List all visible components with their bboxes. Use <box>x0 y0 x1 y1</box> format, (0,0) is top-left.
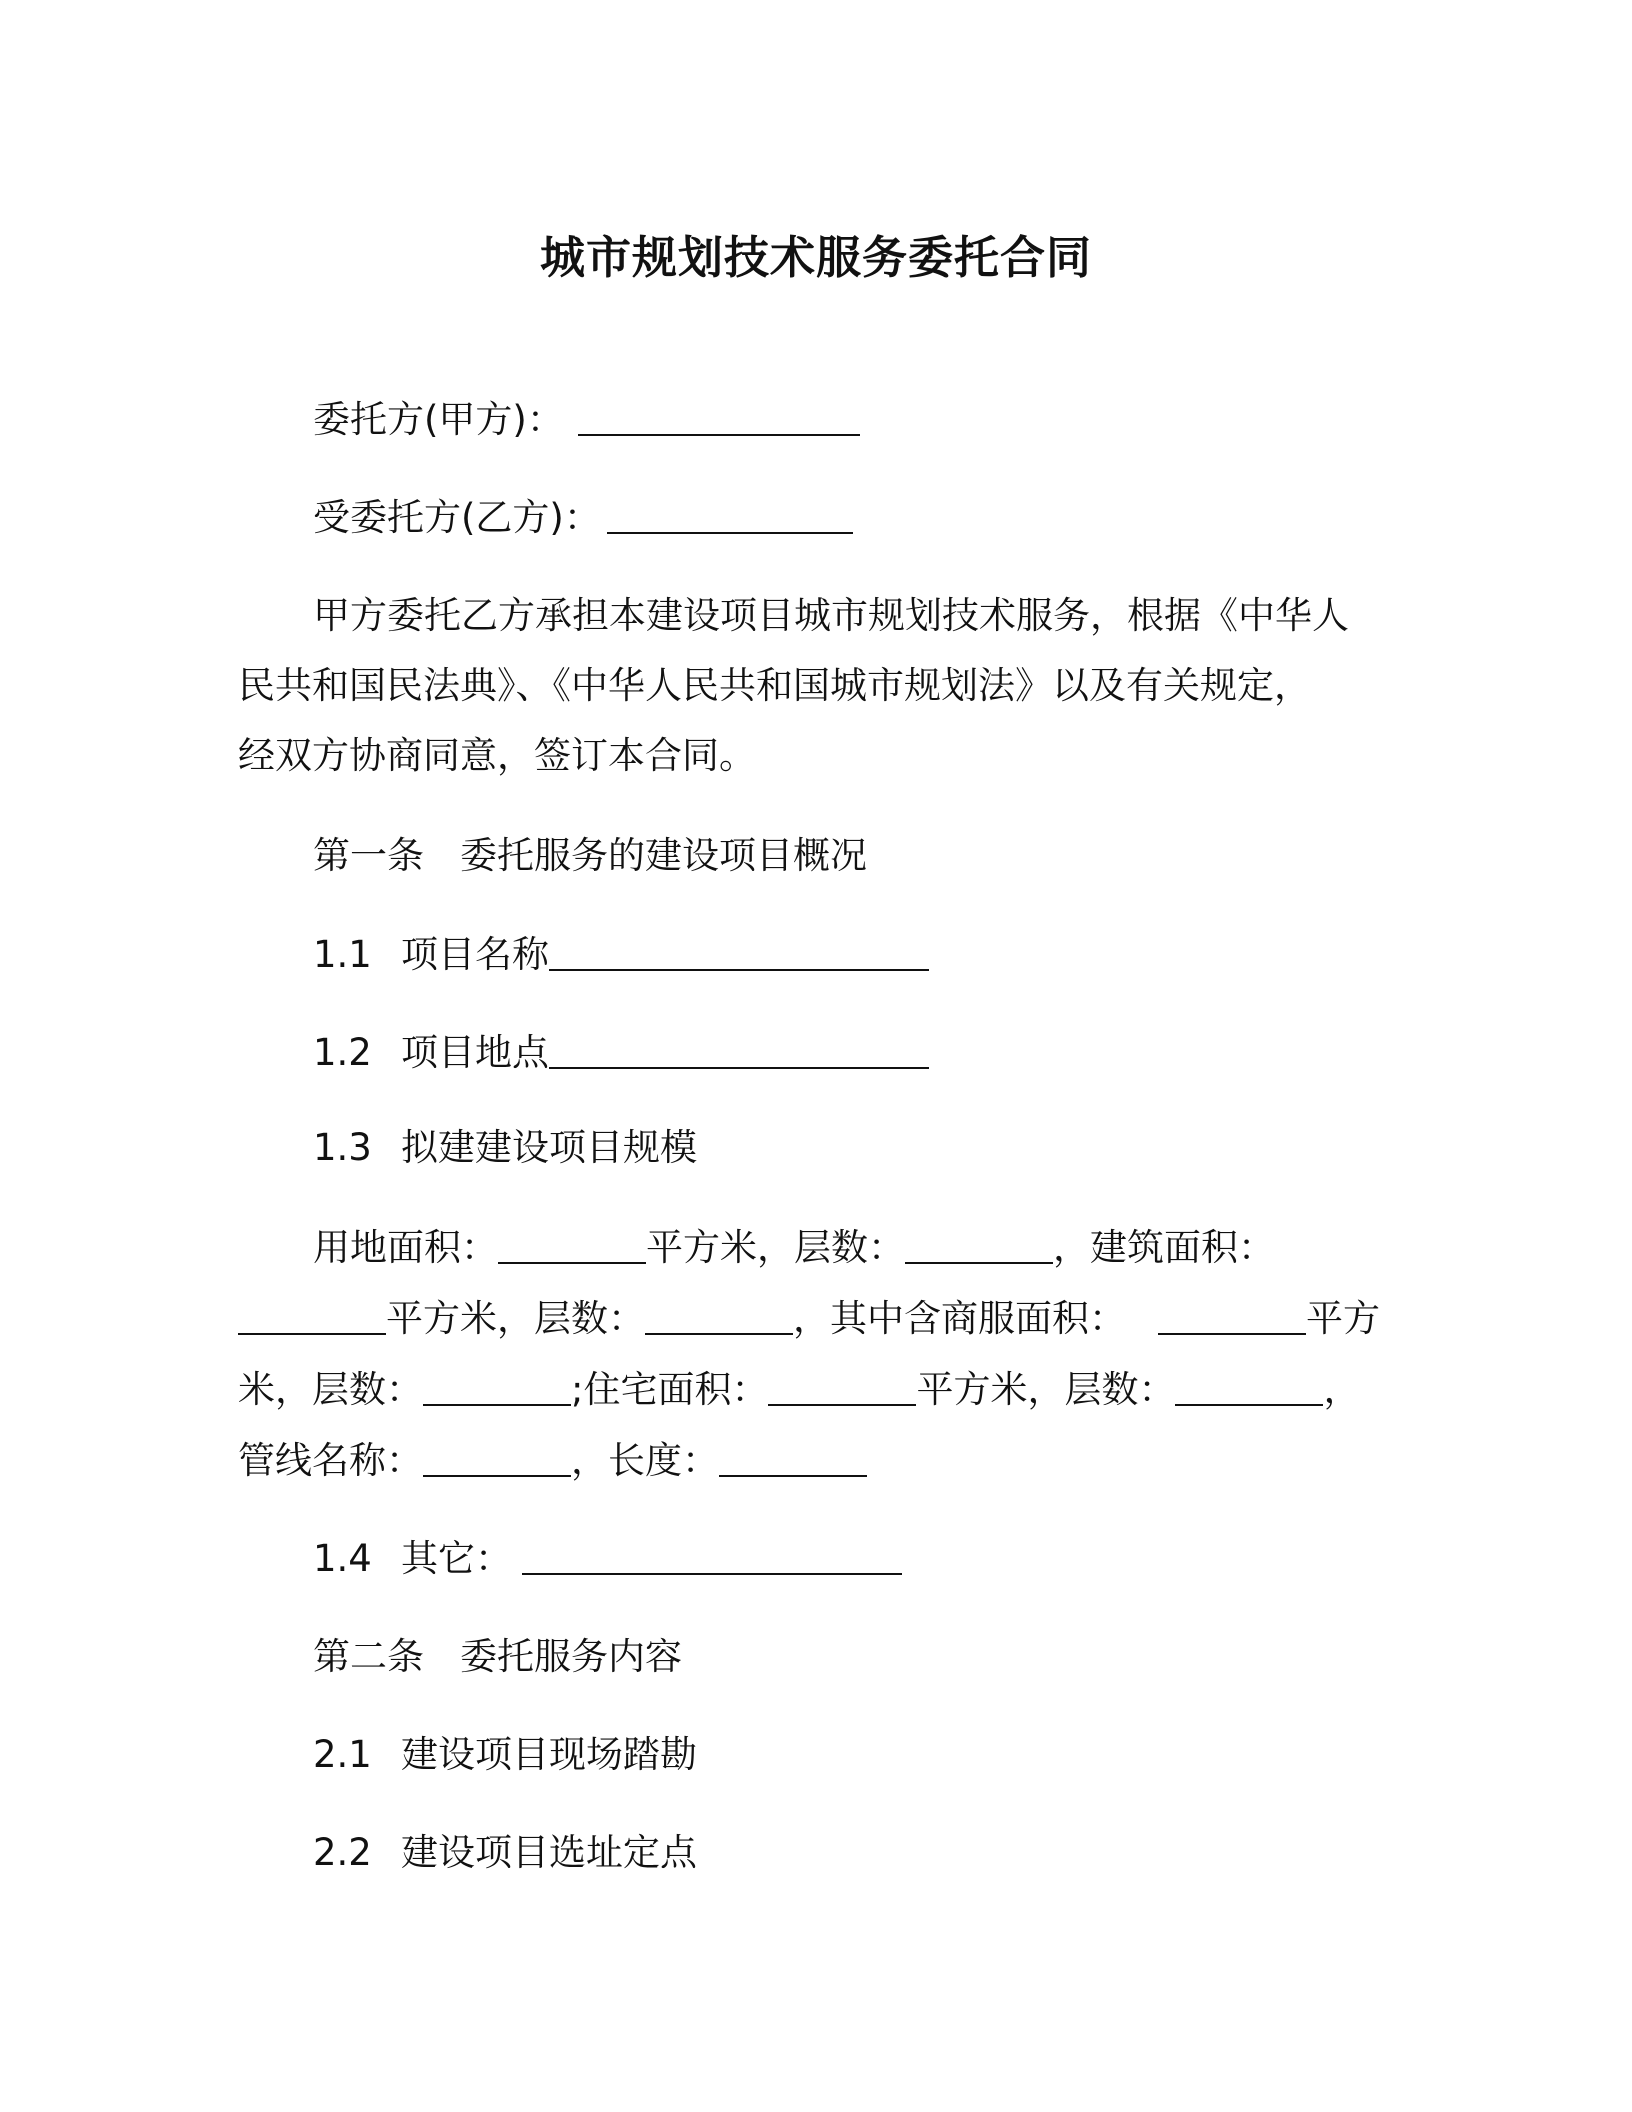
item-2-1-label: 建设项目现场踏勘 <box>401 1733 697 1776</box>
project-location-blank <box>549 1027 929 1069</box>
item-1-3-label: 拟建建设项目规模 <box>401 1126 697 1169</box>
article1-number: 第一条 <box>313 834 424 877</box>
contractor-line <box>313 492 853 544</box>
building-floors-blank <box>645 1293 793 1335</box>
scale-line-2 <box>238 1293 1380 1345</box>
item-1-1-label: 项目名称 <box>401 933 549 976</box>
scale-line-1 <box>313 1222 1275 1274</box>
other-blank <box>522 1533 902 1575</box>
intro-line-2: 民共和国民法典》、《中华人民共和国城市规划法》以及有关规定， <box>238 664 1311 707</box>
item-1-3-number: 1.3 <box>313 1126 372 1169</box>
article1-title: 委托服务的建设项目概况 <box>460 834 867 877</box>
contractor-label: 受委托方(乙方)： <box>313 496 601 539</box>
residential-comma: ， <box>1323 1368 1361 1411</box>
item-2-2 <box>313 1827 697 1879</box>
item-1-3 <box>313 1122 697 1174</box>
residential-area-label: ;住宅面积： <box>571 1368 769 1411</box>
residential-unit: 平方米，层数： <box>916 1368 1176 1411</box>
article1-heading <box>313 830 867 882</box>
client-line <box>313 394 860 446</box>
building-area-label: ，建筑面积： <box>1053 1226 1275 1269</box>
commercial-area-blank <box>1158 1293 1306 1335</box>
item-1-1-number: 1.1 <box>313 933 372 976</box>
contractor-blank <box>607 492 853 534</box>
item-1-2-number: 1.2 <box>313 1031 372 1074</box>
client-label: 委托方(甲方)： <box>313 398 564 441</box>
client-blank <box>578 394 860 436</box>
article2-heading <box>313 1631 682 1683</box>
item-1-4 <box>313 1533 902 1585</box>
article2-title: 委托服务内容 <box>460 1635 682 1678</box>
article2-number: 第二条 <box>313 1635 424 1678</box>
commercial-area-label: ，其中含商服面积： <box>793 1297 1126 1340</box>
land-area-blank <box>498 1222 646 1264</box>
pipeline-length-blank <box>719 1435 867 1477</box>
scale-line-4 <box>238 1435 867 1487</box>
land-area-label: 用地面积： <box>313 1226 498 1269</box>
item-1-2-label: 项目地点 <box>401 1031 549 1074</box>
item-1-4-label: 其它： <box>401 1537 512 1580</box>
pipeline-name-label: 管线名称： <box>238 1439 423 1482</box>
residential-floors-blank <box>1175 1364 1323 1406</box>
commercial-unit-part1: 平方 <box>1306 1297 1380 1340</box>
item-2-2-label: 建设项目选址定点 <box>401 1831 697 1874</box>
intro-line-3: 经双方协商同意，签订本合同。 <box>238 734 756 777</box>
item-2-1-number: 2.1 <box>313 1733 372 1776</box>
item-2-2-number: 2.2 <box>313 1831 372 1874</box>
document-title: 城市规划技术服务委托合同 <box>539 231 1092 284</box>
building-area-blank <box>238 1293 386 1335</box>
commercial-unit-part2: 米，层数： <box>238 1368 423 1411</box>
land-floors-blank <box>905 1222 1053 1264</box>
item-1-4-number: 1.4 <box>313 1537 372 1580</box>
project-name-blank <box>549 929 929 971</box>
item-2-1 <box>313 1729 697 1781</box>
intro-line-1: 甲方委托乙方承担本建设项目城市规划技术服务，根据《中华人 <box>313 594 1349 637</box>
residential-area-blank <box>768 1364 916 1406</box>
item-1-2 <box>313 1027 929 1079</box>
pipeline-length-label: ，长度： <box>571 1439 719 1482</box>
building-area-unit: 平方米，层数： <box>386 1297 645 1340</box>
pipeline-name-blank <box>423 1435 571 1477</box>
commercial-floors-blank <box>423 1364 571 1406</box>
item-1-1 <box>313 929 929 981</box>
scale-line-3 <box>238 1364 1360 1416</box>
land-area-unit: 平方米，层数： <box>646 1226 905 1269</box>
